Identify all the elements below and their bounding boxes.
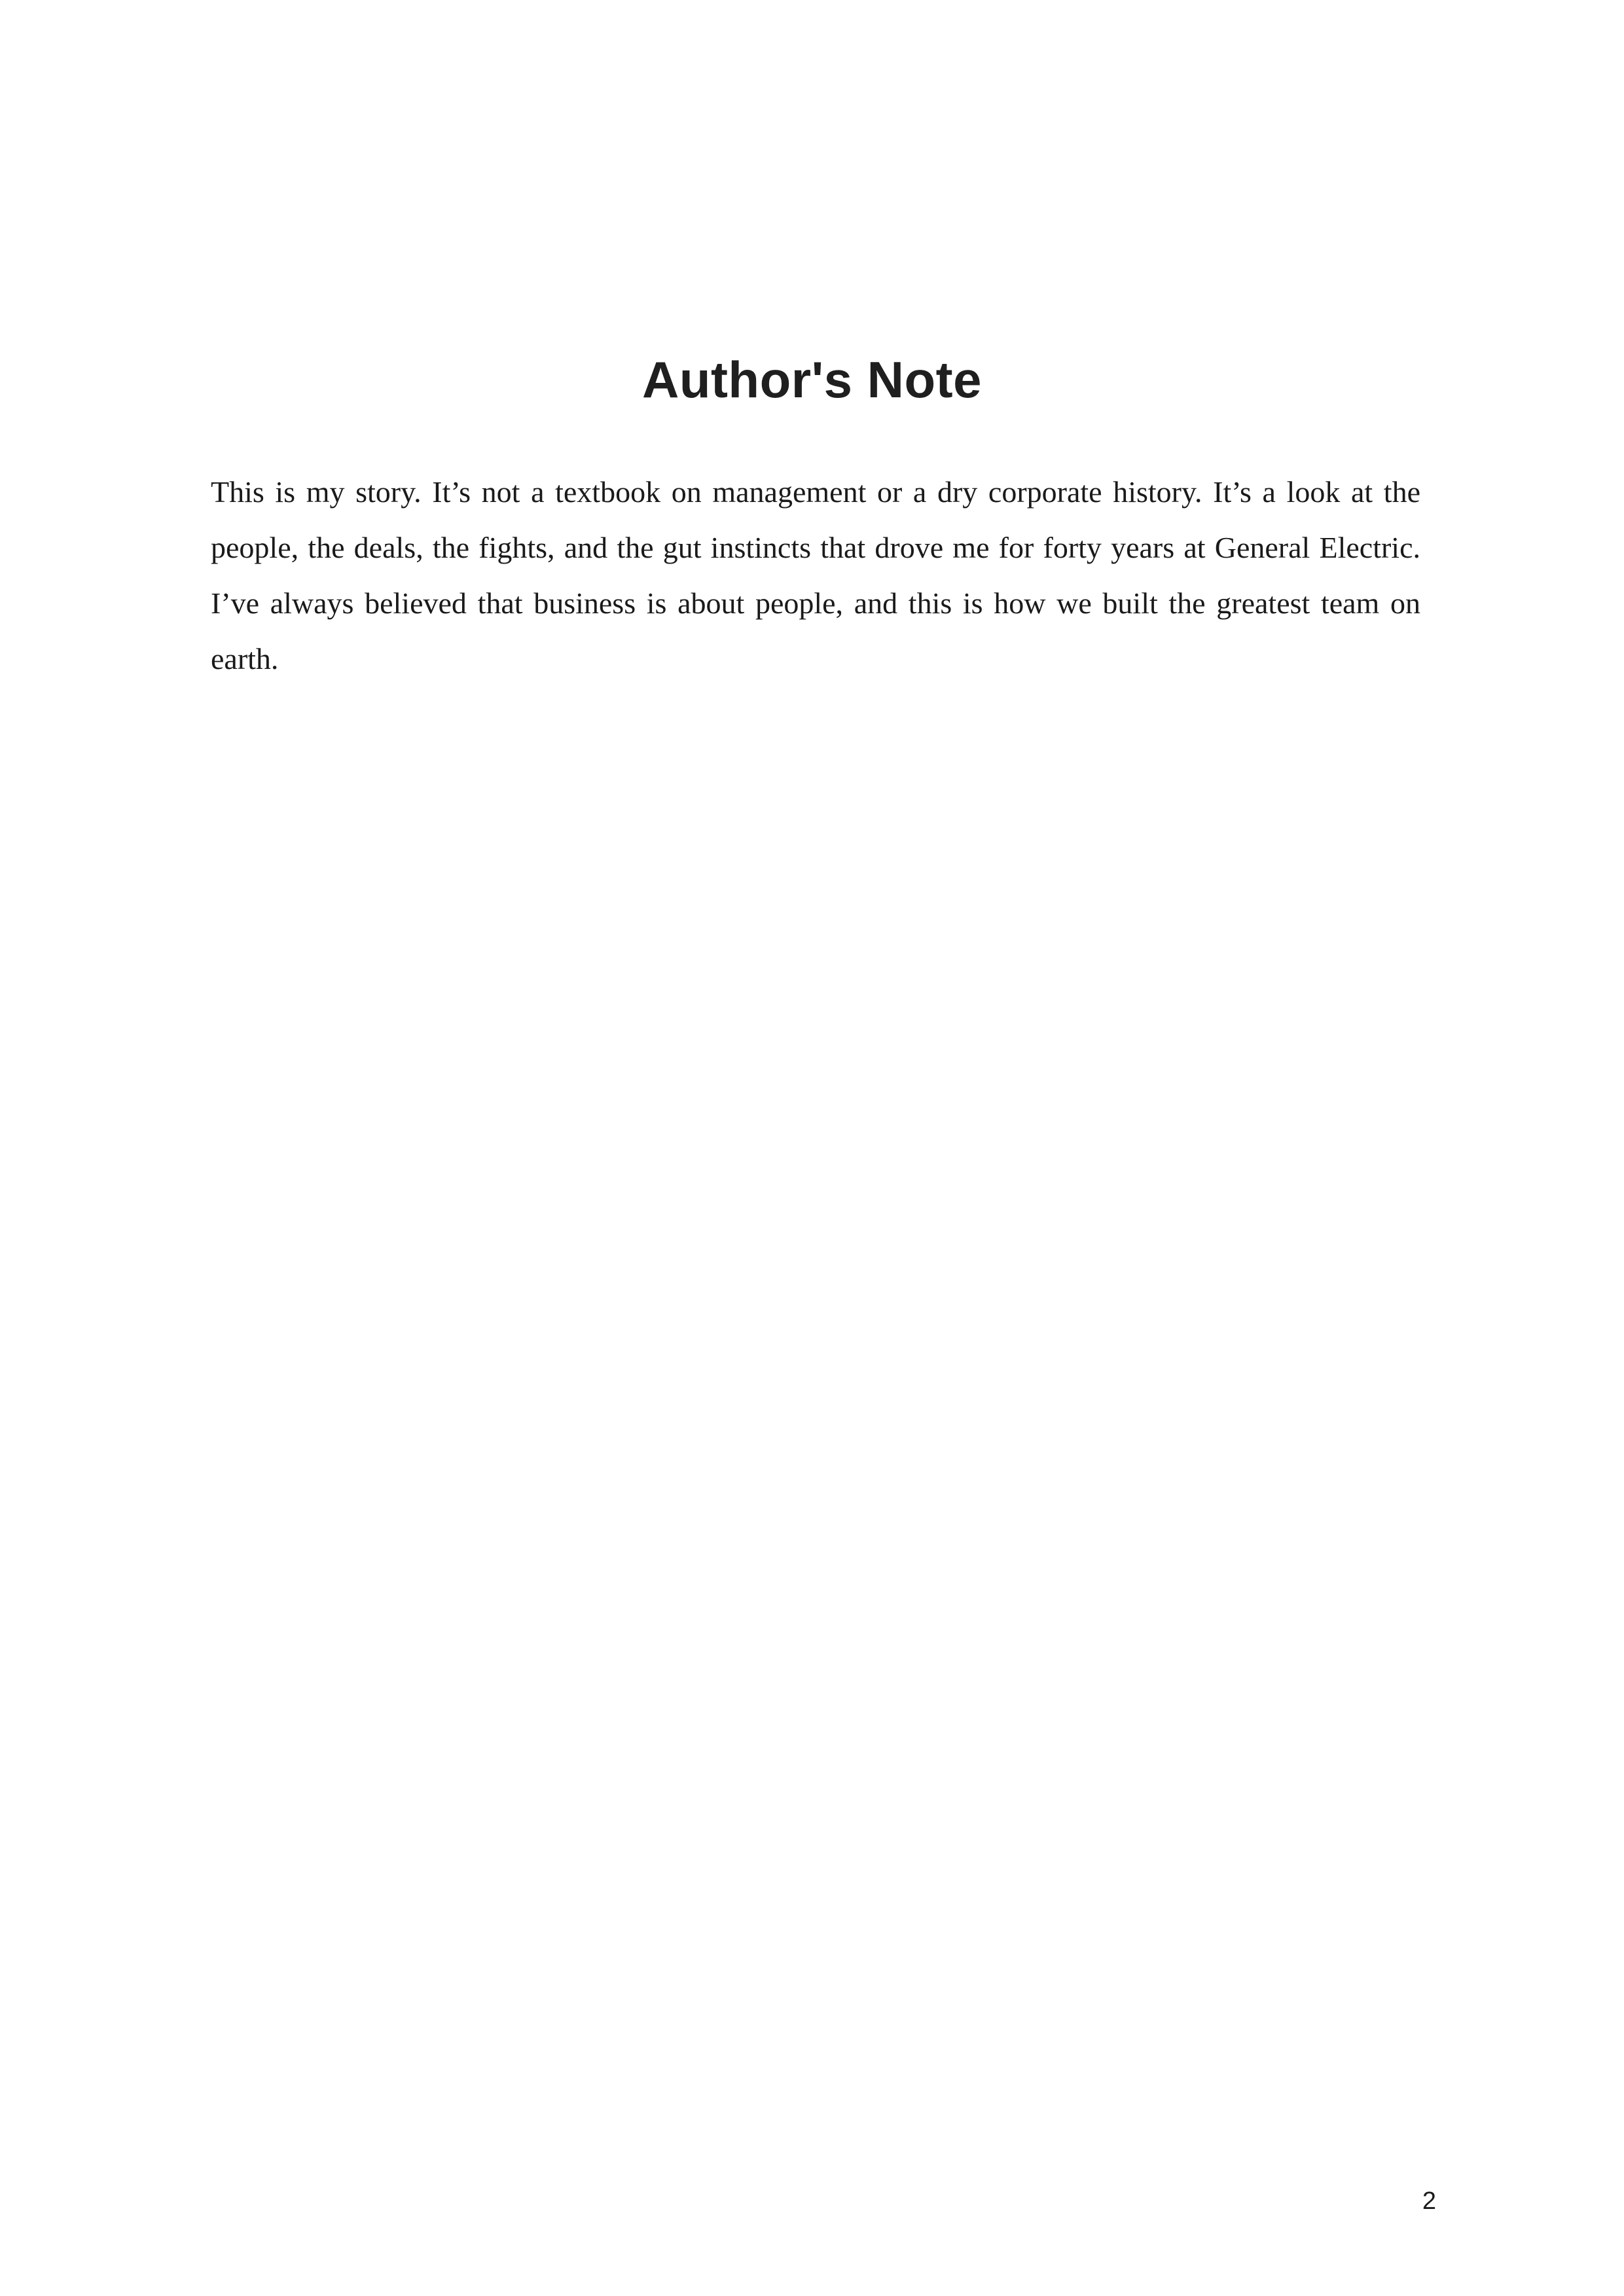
page-number: 2 [1422,2187,1436,2215]
body-paragraph: This is my story. It’s not a textbook on management or a dry corporate history. It’s a look at the people, the deals, the fights, and the gut instincts that drove me for forty years at General Electric. I’ve always believed that business is about people, and this is how we built the greatest team on earth. [211,475,1420,675]
page-title: Author's Note [641,351,983,408]
